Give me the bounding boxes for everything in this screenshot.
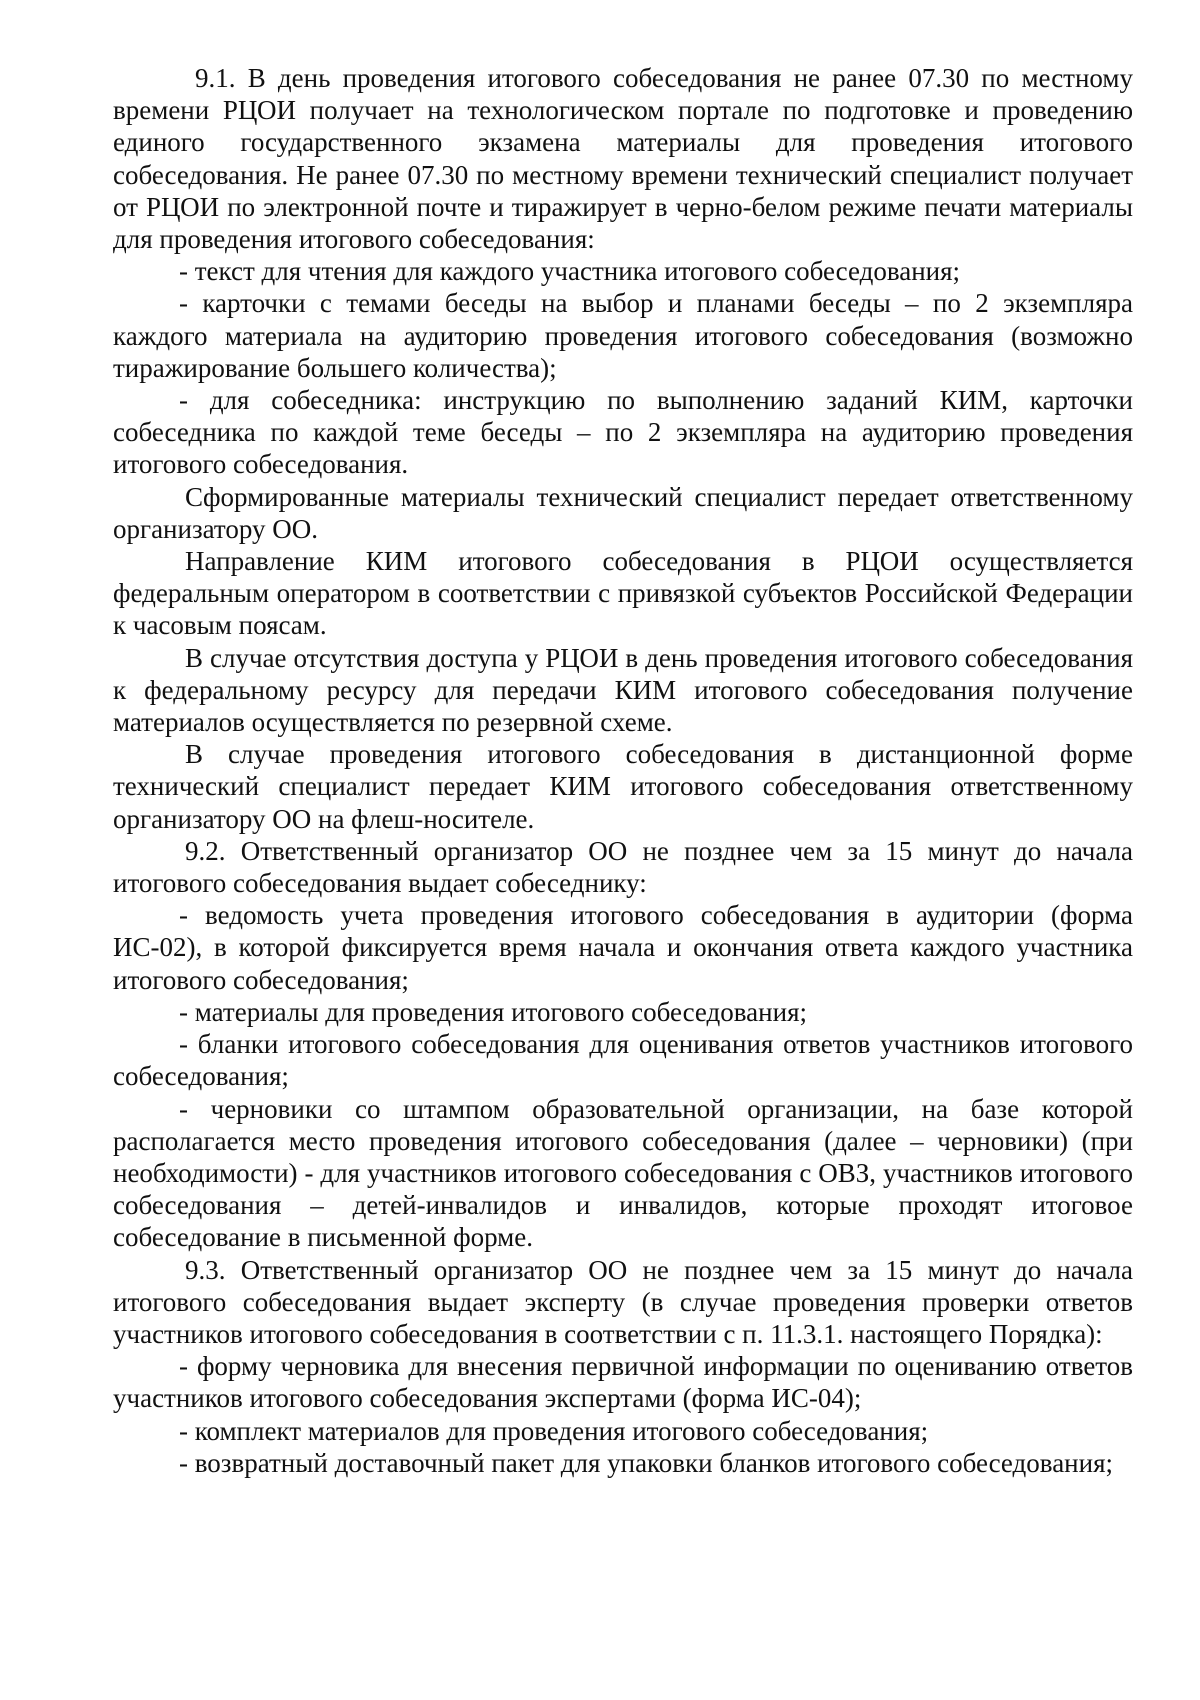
- paragraph-remote-form: В случае проведения итогового собеседования в дистанционной форме технический специалист передает КИМ итогового собеседования ответственному организатору ОО на флеш-носителе.: [113, 739, 1133, 834]
- list-item-forms: - бланки итогового собеседования для оценивания ответов участников итогового собеседования;: [113, 1029, 1133, 1092]
- document-page: [113, 62, 1133, 1479]
- list-item-reading-text: - текст для чтения для каждого участника итогового собеседования;: [179, 256, 961, 287]
- list-item-record-sheet: - ведомость учета проведения итогового собеседования в аудитории (форма ИС-02), в которой фиксируется время начала и окончания ответа каждого участника итогового собеседования;: [113, 900, 1133, 995]
- list-item-materials-set: - комплект материалов для проведения итогового собеседования;: [179, 1415, 929, 1446]
- paragraph-9-1: 9.1. В день проведения итогового собеседования не ранее 07.30 по местному времени РЦОИ получает на технологическом портале по подготовке и проведению единого государственного экзамена материалы для проведения итогового собеседования. Не ранее 07.30 по местному времени технический специалист получает от РЦОИ по электронной почте и тиражирует в черно-белом режиме печати материалы для проведения итогового собеседования:: [113, 63, 1133, 255]
- paragraph-formed-materials: Сформированные материалы технический специалист передает ответственному организатору ОО.: [113, 481, 1133, 544]
- list-item-interviewer-materials: - для собеседника: инструкцию по выполнению заданий КИМ, карточки собеседника по каждой теме беседы – по 2 экземпляра на аудиторию проведения итогового собеседования.: [113, 385, 1133, 480]
- paragraph-no-access: В случае отсутствия доступа у РЦОИ в день проведения итогового собеседования к федеральному ресурсу для передачи КИМ итогового собеседования получение материалов осуществляется по резервной схеме.: [113, 642, 1133, 738]
- list-item-drafts: - черновики со штампом образовательной организации, на базе которой располагается место проведения итогового собеседования (далее – черновики) (при необходимости) - для участников итогового собеседования с ОВЗ, участников итогового собеседования – детей-инвалидов и инвалидов, которые проходят итоговое собеседование в письменной форме.: [113, 1093, 1133, 1253]
- list-item-materials: - материалы для проведения итогового собеседования;: [179, 996, 807, 1027]
- list-item-draft-form: - форму черновика для внесения первичной информации по оцениванию ответов участников итогового собеседования экспертами (форма ИС-04);: [113, 1351, 1133, 1414]
- list-item-topic-cards: - карточки с темами беседы на выбор и планами беседы – по 2 экземпляра каждого материала на аудиторию проведения итогового собеседования (возможно тиражирование большего количества);: [113, 288, 1133, 383]
- list-item-return-package: - возвратный доставочный пакет для упаковки бланков итогового собеседования;: [179, 1447, 1113, 1478]
- paragraph-9-3: 9.3. Ответственный организатор ОО не позднее чем за 15 минут до начала итогового собеседования выдает эксперту (в случае проведения проверки ответов участников итогового собеседования в соответствии с п. 11.3.1. настоящего Порядка):: [113, 1254, 1133, 1349]
- paragraph-kim-direction: Направление КИМ итогового собеседования в РЦОИ осуществляется федеральным оператором в соответствии с привязкой субъектов Российской Федерации к часовым поясам.: [113, 546, 1133, 641]
- paragraph-9-2: 9.2. Ответственный организатор ОО не позднее чем за 15 минут до начала итогового собеседования выдает собеседнику:: [113, 835, 1133, 899]
